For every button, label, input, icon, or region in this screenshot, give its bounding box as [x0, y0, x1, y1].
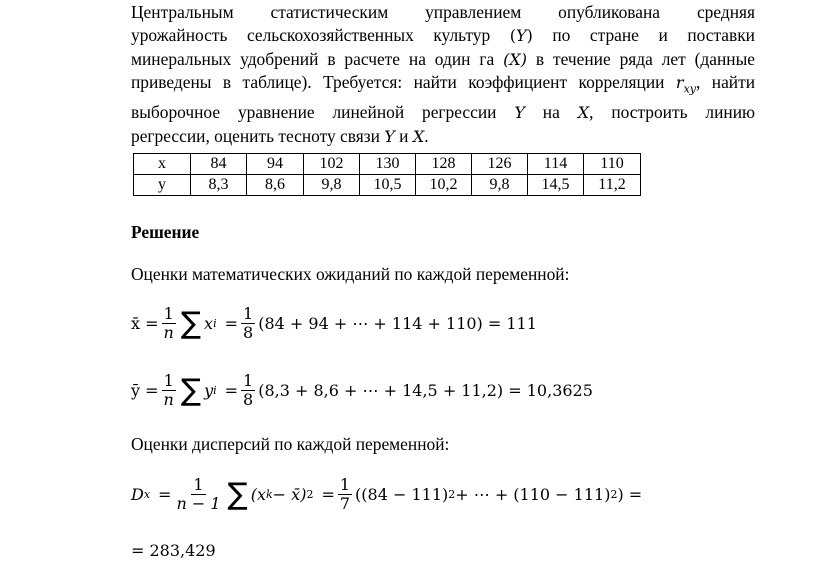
fraction: $\frac{1}{n}$	[163, 304, 174, 342]
data-table	[133, 153, 641, 196]
fraction: $\frac{1}{8}$	[243, 371, 254, 409]
table-cell: x	[134, 154, 191, 175]
formula-rhs: (84 + 94 + ⋯ + 114 + 110) = 111	[258, 314, 537, 333]
variances-text: Оценки дисперсий по каждой переменной:	[131, 434, 450, 454]
table-cell: 126	[472, 154, 528, 175]
statement-line-2: урожайность сельскохозяйственных культур (Y) по стране и поставки	[131, 25, 755, 46]
statement-line-1: Центральным статистическим управлением опубликована средняя	[131, 2, 755, 22]
sum-symbol: ∑	[227, 476, 248, 512]
formula-lhs: x̄ =	[131, 314, 159, 333]
statement-line-4: приведены в таблице). Требуется: найти коэффициент корреляции $r_{xy}$, найти	[131, 72, 755, 96]
table-cell: 94	[247, 154, 304, 175]
table-cell: 9,8	[304, 175, 360, 196]
formula-x-mean: x̄ = $\frac{1}{n}$ ∑ x i = $\frac{1}{8}$ (84 + 94 + ⋯ + 114 + 110) = 111	[131, 304, 537, 342]
table-cell: 8,3	[191, 175, 247, 196]
fraction: $\frac{1}{n - 1}$	[176, 475, 221, 513]
table-cell: 114	[528, 154, 584, 175]
table-row-x	[134, 154, 641, 175]
means-text: Оценки математических ожиданий по каждой переменной:	[131, 264, 570, 284]
table-cell: 10,5	[360, 175, 416, 196]
table-cell: 9,8	[472, 175, 528, 196]
problem-statement	[131, 1, 755, 148]
table-cell: 11,2	[584, 175, 641, 196]
table-cell: 14,5	[528, 175, 584, 196]
formula-x-variance: D x = $\frac{1}{n - 1}$ ∑ (x k − x̄) 2 = $\frac{1}{7}$ ((84 − 111) 2 + ⋯ + (110 − 111) 2 ) =	[131, 475, 643, 513]
fraction: $\frac{1}{7}$	[339, 475, 351, 513]
formula-rhs: (8,3 + 8,6 + ⋯ + 14,5 + 11,2) = 10,3625	[258, 381, 593, 400]
solution-heading: Решение	[131, 222, 200, 242]
fraction: $\frac{1}{n}$	[163, 371, 174, 409]
statement-line-6: регрессии, оценить тесноту связи Y и X.	[131, 125, 429, 146]
table-cell: y	[134, 175, 191, 196]
sum-symbol: ∑	[180, 372, 202, 408]
table-cell: 102	[304, 154, 360, 175]
formula-lhs: ȳ =	[131, 381, 159, 400]
table-cell: 130	[360, 154, 416, 175]
sum-symbol: ∑	[180, 305, 202, 341]
formula-y-mean: ȳ = $\frac{1}{n}$ ∑ y i = $\frac{1}{8}$ (8,3 + 8,6 + ⋯ + 14,5 + 11,2) = 10,3625	[131, 371, 593, 409]
table-cell: 84	[191, 154, 247, 175]
table-cell: 128	[416, 154, 472, 175]
table-cell: 8,6	[247, 175, 304, 196]
fraction: $\frac{1}{8}$	[243, 304, 254, 342]
statement-line-5: выборочное уравнение линейной регрессии Y на X, построить линию	[131, 102, 755, 123]
table-row-y	[134, 175, 641, 196]
formula-variance-result: = 283,429	[131, 541, 216, 560]
table-cell: 110	[584, 154, 641, 175]
statement-line-3: минеральных удобрений в расчете на один га (X) в течение ряда лет (данные	[131, 48, 755, 69]
table-cell: 10,2	[416, 175, 472, 196]
